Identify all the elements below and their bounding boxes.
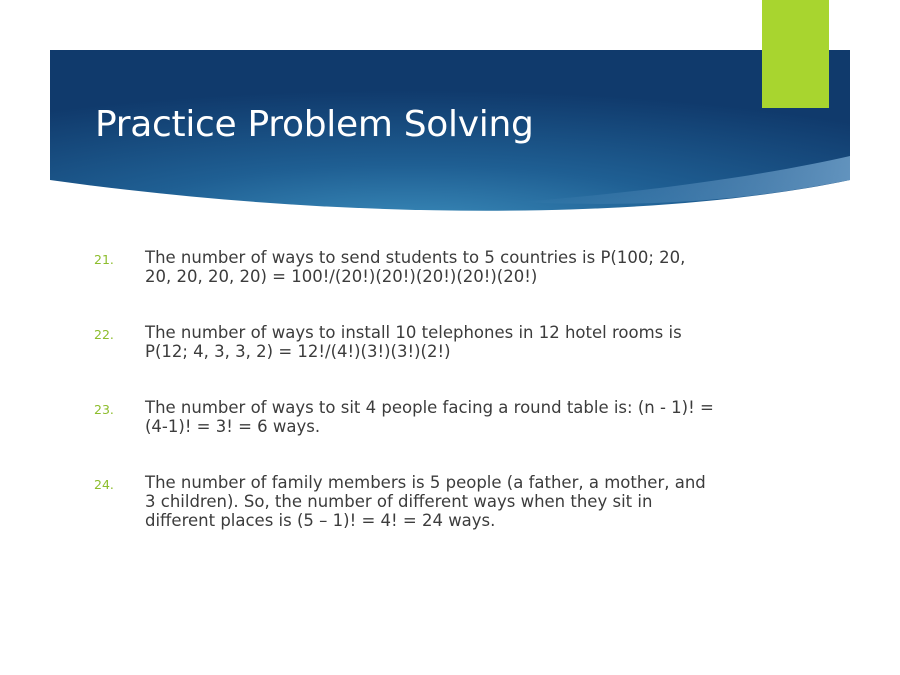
item-text: The number of family members is 5 people (a father, a mother, and 3 children). So, the number of different ways when they sit in different places is (5 – 1)! = 4! = 24 ways. — [145, 473, 706, 530]
item-number: 24. — [94, 477, 114, 492]
item-text: The number of ways to install 10 telephones in 12 hotel rooms is P(12; 4, 3, 3, 2) = 12!/(4!)(3!)(3!)(2!) — [145, 323, 682, 361]
slide-title: Practice Problem Solving — [95, 104, 534, 145]
list-item — [94, 398, 714, 436]
item-number: 22. — [94, 327, 114, 342]
item-text: The number of ways to sit 4 people facing a round table is: (n - 1)! = (4-1)! = 3! = 6 ways. — [145, 398, 714, 436]
list-item — [94, 473, 714, 530]
list-item — [94, 323, 714, 361]
item-text: The number of ways to send students to 5 countries is P(100; 20, 20, 20, 20, 20) = 100!/(20!)(20!)(20!)(20!)(20!) — [145, 248, 686, 286]
list-item — [94, 248, 714, 286]
item-number: 21. — [94, 252, 114, 267]
problem-list — [94, 248, 714, 567]
item-number: 23. — [94, 402, 114, 417]
accent-tab — [762, 0, 829, 108]
